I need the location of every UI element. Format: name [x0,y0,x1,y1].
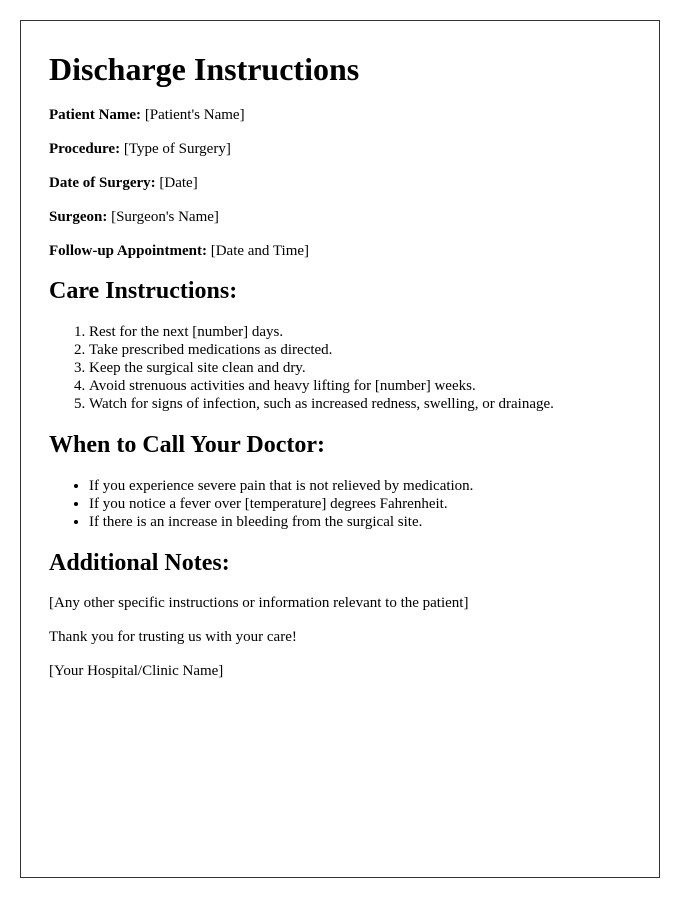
field-label: Patient Name: [49,107,142,123]
field-surgeon [49,209,631,226]
field-label: Follow-up Appointment: [49,243,207,259]
thank-you-text: Thank you for trusting us with your care! [49,629,297,645]
additional-notes-text: [Any other specific instructions or information relevant to the patient] [49,595,469,611]
field-value: [Surgeon's Name] [111,209,219,225]
list-item: 3. Keep the surgical site clean and dry. [89,359,631,377]
field-follow-up-appointment [49,243,631,260]
field-label: Date of Surgery: [49,175,156,191]
page-title: Discharge Instructions [49,51,360,87]
call-doctor-heading: When to Call Your Doctor: [49,432,325,458]
list-item: • If there is an increase in bleeding from the surgical site. [89,513,631,531]
list-item: 1. Rest for the next [number] days. [89,323,631,341]
field-date-of-surgery [49,175,631,192]
field-value: [Date] [159,175,198,191]
field-patient-name [49,107,631,124]
field-label: Procedure: [49,141,121,157]
additional-notes-heading: Additional Notes: [49,550,230,576]
field-value: [Type of Surgery] [123,141,231,157]
care-instructions-heading: Care Instructions: [49,278,238,304]
call-doctor-list [49,477,631,531]
list-item: • If you notice a fever over [temperature] degrees Fahrenheit. [89,495,631,513]
discharge-document [20,20,660,878]
care-instructions-list [49,323,631,413]
field-label: Surgeon: [49,209,108,225]
list-item: • If you experience severe pain that is not relieved by medication. [89,477,631,495]
signature-text: [Your Hospital/Clinic Name] [49,663,224,679]
field-value: [Date and Time] [210,243,310,259]
field-value: [Patient's Name] [144,107,245,123]
field-procedure [49,141,631,158]
list-item: 2. Take prescribed medications as directed. [89,341,631,359]
list-item: 5. Watch for signs of infection, such as increased redness, swelling, or drainage. [89,395,631,413]
list-item: 4. Avoid strenuous activities and heavy lifting for [number] weeks. [89,377,631,395]
